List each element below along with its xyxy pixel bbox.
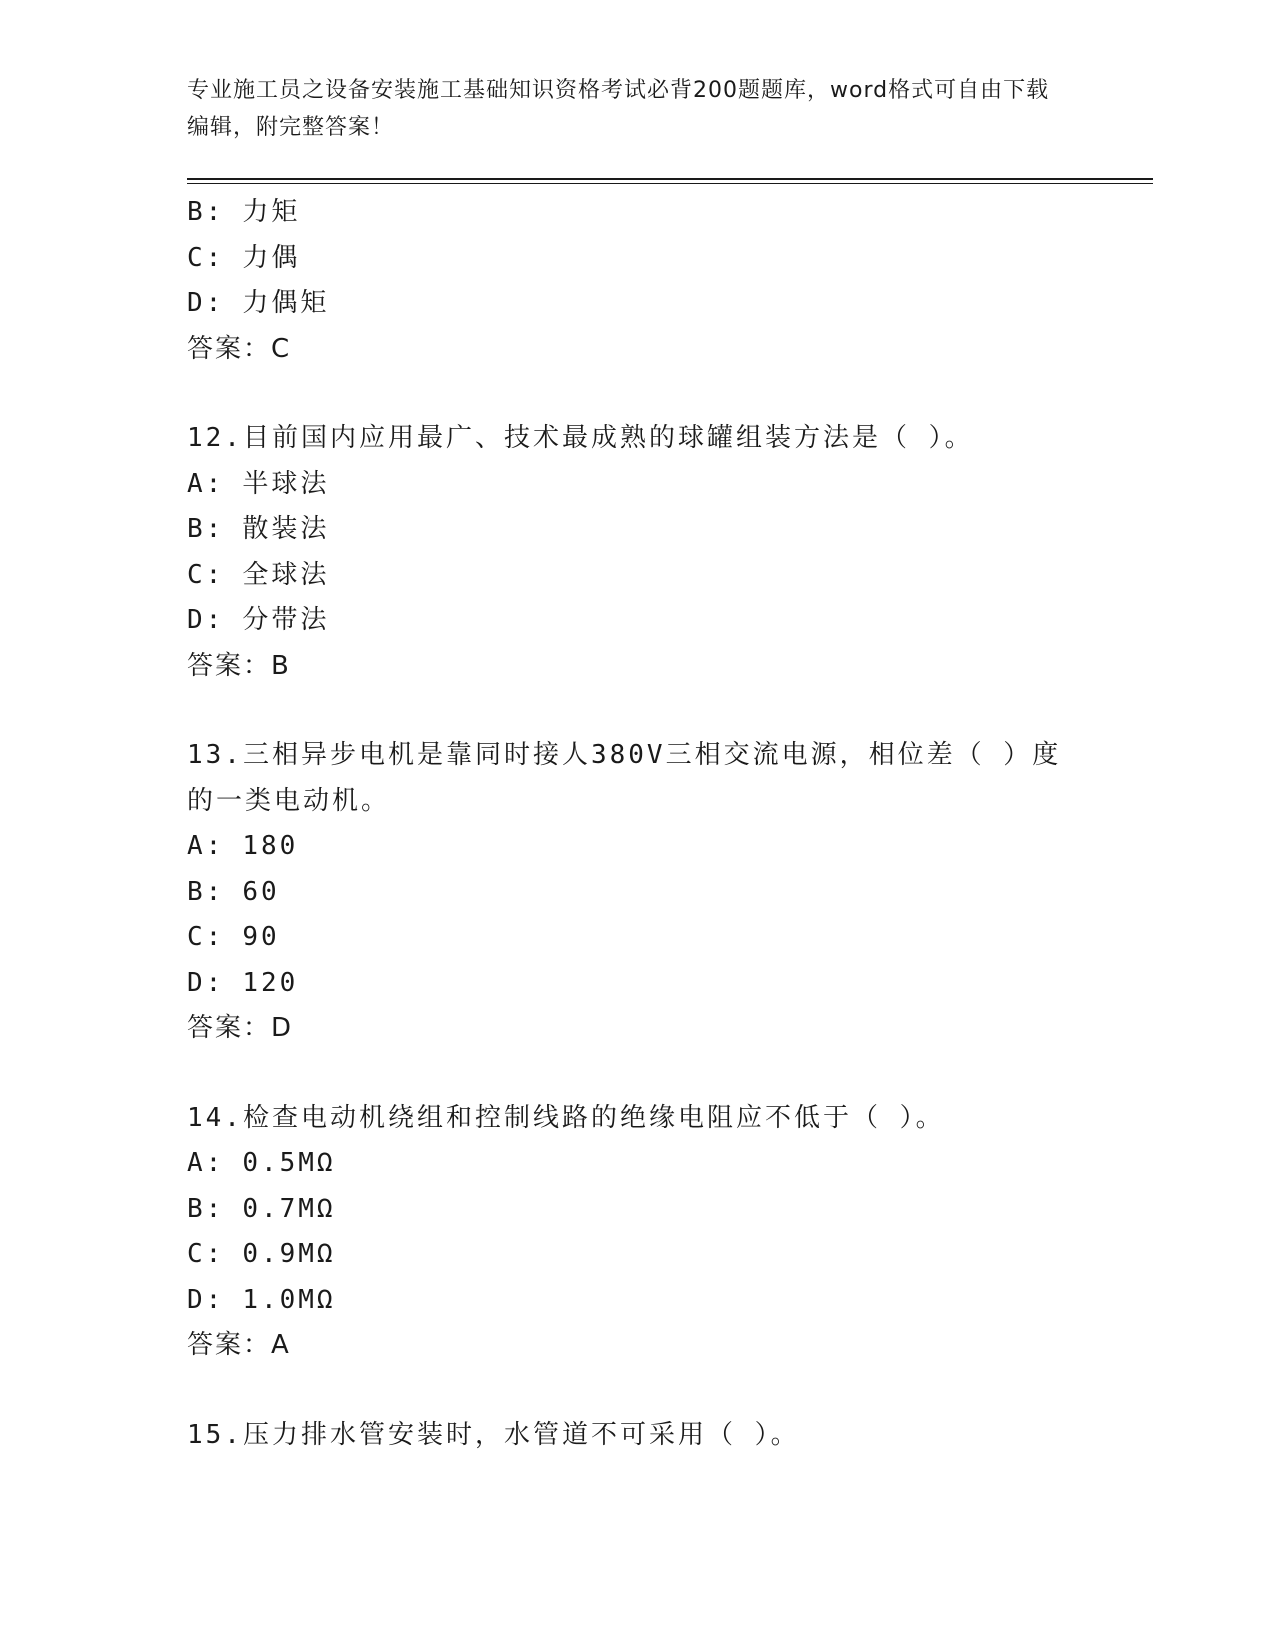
question-text: 12.目前国内应用最广、技术最成熟的球罐组装方法是（ ）。 (187, 423, 974, 453)
answer-line: 答案：D (187, 1013, 294, 1043)
option-a: A: 半球法 (187, 468, 330, 499)
option-c: C: 力偶 (187, 242, 301, 273)
option-b: B: 散装法 (187, 514, 330, 544)
answer-line: 答案：C (187, 333, 292, 364)
answer-line: 答案：B (187, 650, 291, 681)
document-title: 专业施工员之设备安装施工基础知识资格考试必背200题题库，word格式可自由下载编辑，附完整答案！ (187, 78, 1050, 140)
question-text: 14.检查电动机绕组和控制线路的绝缘电阻应不低于（ ）。 (187, 1102, 945, 1133)
question-list (187, 190, 1147, 1458)
header-rule-thin (187, 183, 1153, 184)
answer-line: 答案：A (187, 1330, 291, 1360)
option-a: A: 0.5MΩ (187, 1148, 336, 1178)
question-13 (187, 733, 1147, 1052)
question-14 (187, 1096, 1147, 1369)
option-c: C: 0.9MΩ (187, 1239, 336, 1269)
question-11-continued (187, 190, 1147, 372)
option-b: B: 力矩 (187, 197, 301, 227)
option-b: B: 60 (187, 876, 280, 907)
question-text: 15.压力排水管安装时，水管道不可采用（ ）。 (187, 1419, 800, 1450)
option-d: D: 1.0MΩ (187, 1284, 336, 1315)
question-12 (187, 416, 1147, 689)
option-d: D: 分带法 (187, 605, 330, 635)
question-text: 13.三相异步电机是靠同时接人380V三相交流电源，相位差（ ）度的一类电动机。 (187, 740, 1062, 816)
option-b: B: 0.7MΩ (187, 1193, 336, 1224)
option-c: C: 90 (187, 922, 280, 952)
header-rule-thick (187, 178, 1153, 180)
option-d: D: 力偶矩 (187, 288, 330, 318)
option-c: C: 全球法 (187, 559, 330, 590)
option-d: D: 120 (187, 967, 299, 998)
option-a: A: 180 (187, 831, 299, 861)
question-15 (187, 1413, 1147, 1459)
